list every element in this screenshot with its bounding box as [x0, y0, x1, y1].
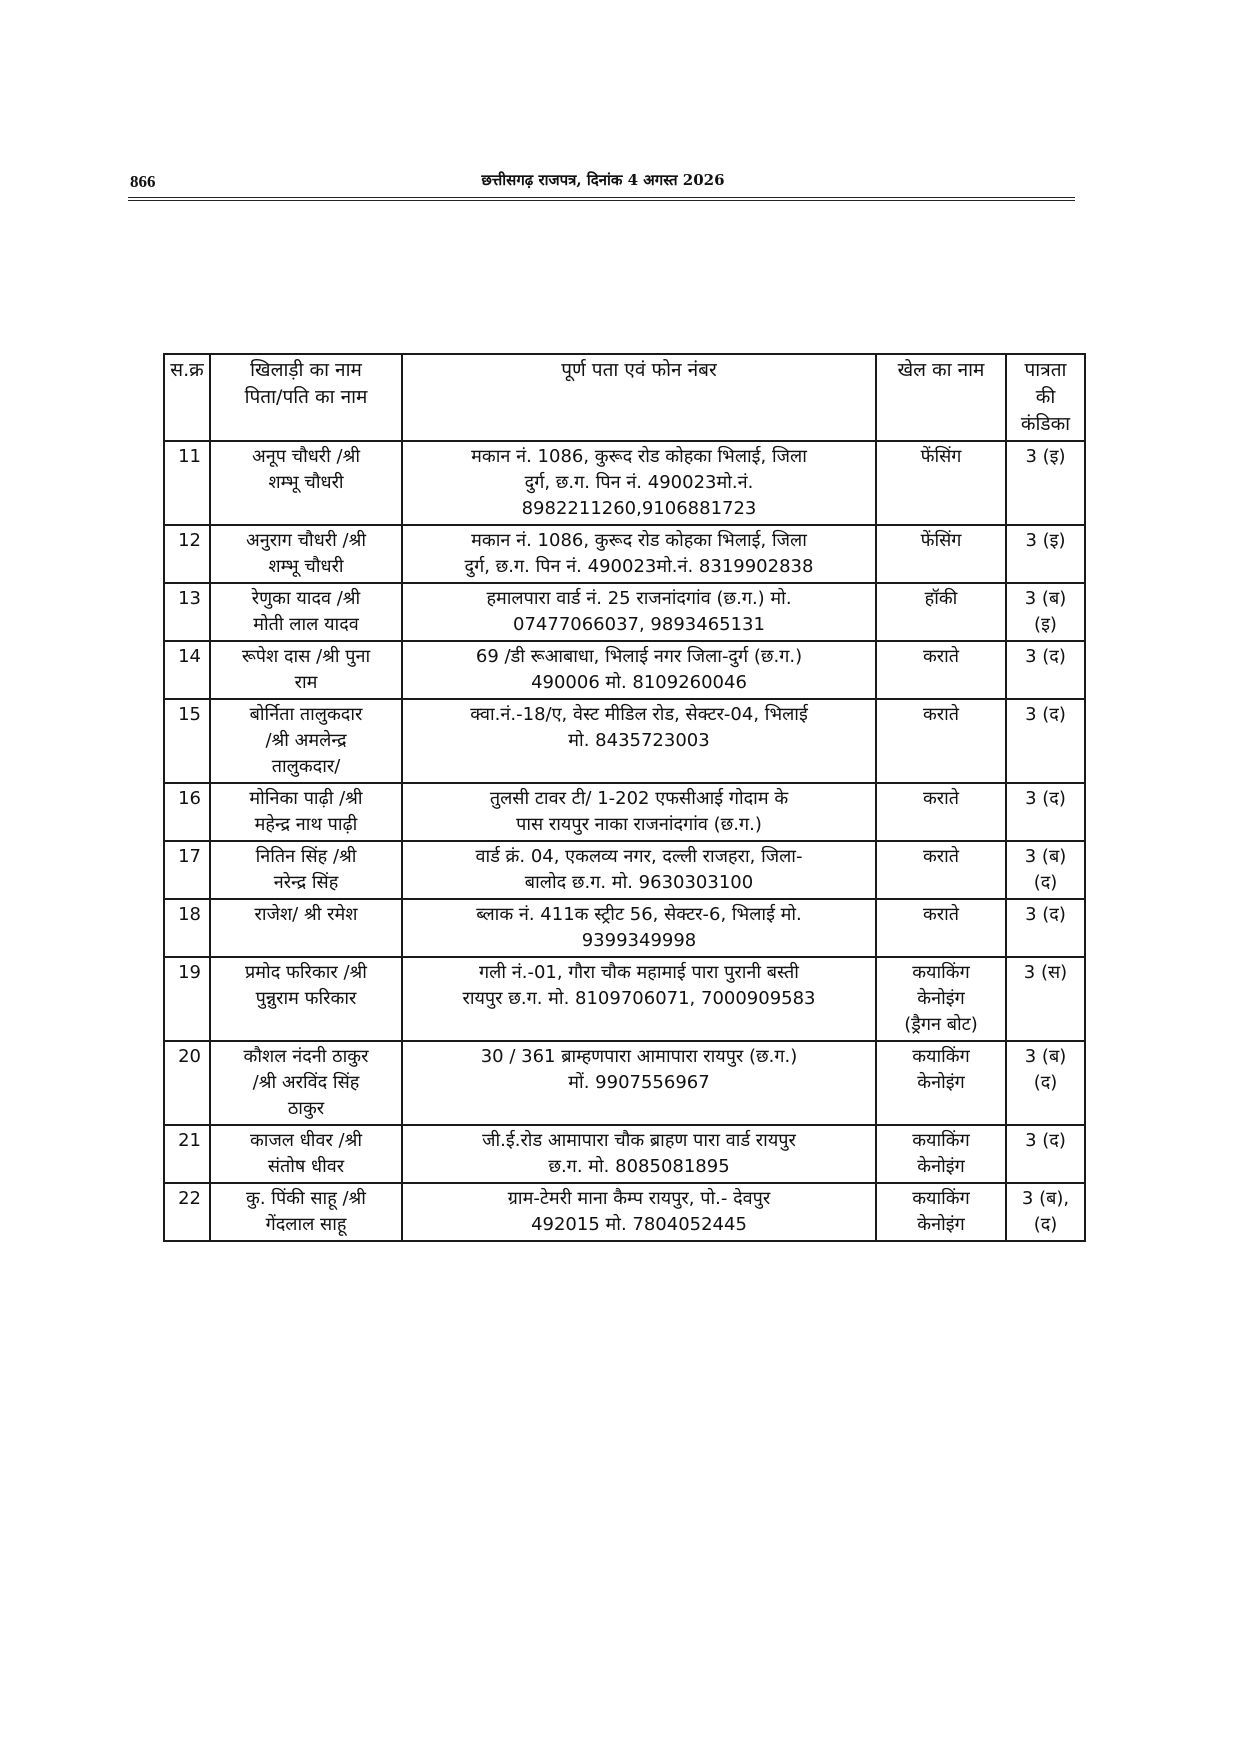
player-name-cell	[210, 783, 402, 841]
sport-name-line: फेंसिंग	[920, 530, 962, 551]
address-phone-line: बालोद छ.ग. मो. 9630303100	[524, 872, 754, 893]
player-name-line: /श्री अमलेन्द्र	[265, 730, 347, 751]
address-phone-line: मो. 8435723003	[568, 730, 710, 751]
eligibility-clause-cell	[1006, 1041, 1085, 1125]
eligibility-clause-cell	[1006, 1125, 1085, 1183]
player-name-cell	[210, 841, 402, 899]
player-name-line: नरेन्द्र सिंह	[273, 872, 339, 893]
sport-name-line: (ड्रैगन बोट)	[904, 1014, 978, 1035]
eligibility-clause-line: (द)	[1033, 872, 1058, 893]
eligibility-clause-line: 3 (द)	[1025, 646, 1066, 667]
player-name-line: प्रमोद फरिकार /श्री	[245, 962, 367, 983]
eligibility-clause-cell	[1006, 525, 1085, 583]
serial-number-cell: 17	[164, 841, 210, 899]
table-row	[164, 957, 1085, 1041]
address-phone-line: 490006 मो. 8109260046	[531, 672, 747, 693]
address-phone-cell	[402, 583, 876, 641]
eligibility-clause-line: (द)	[1033, 1214, 1058, 1235]
eligibility-clause-line: 3 (इ)	[1025, 446, 1066, 467]
table-row	[164, 899, 1085, 957]
eligibility-clause-line: 3 (ब)	[1024, 588, 1067, 609]
eligibility-clause-line: 3 (ब),	[1021, 1188, 1070, 1209]
sport-name-cell	[876, 957, 1006, 1041]
serial-number-cell: 19	[164, 957, 210, 1041]
table-row	[164, 783, 1085, 841]
eligibility-clause-line: (द)	[1033, 1072, 1058, 1093]
address-phone-line: ब्लाक नं. 411क स्ट्रीट 56, सेक्टर-6, भिलाई मो.	[476, 904, 802, 925]
player-name-line: महेन्द्र नाथ पाढ़ी	[254, 814, 358, 835]
header-text: की	[1035, 386, 1056, 408]
serial-number-cell: 11	[164, 441, 210, 525]
player-name-line: गेंदलाल साहू	[265, 1214, 347, 1235]
serial-number-cell: 20	[164, 1041, 210, 1125]
table-row	[164, 1125, 1085, 1183]
header-text: स.क्र	[170, 359, 204, 381]
address-phone-line: 30 / 361 ब्राम्हणपारा आमापारा रायपुर (छ.ग.)	[480, 1046, 798, 1067]
address-phone-line: दुर्ग, छ.ग. पिन नं. 490023मो.नं.	[524, 472, 754, 493]
sport-name-cell	[876, 841, 1006, 899]
sport-name-cell	[876, 899, 1006, 957]
player-name-line: मोती लाल यादव	[253, 614, 359, 635]
header-text: पात्रता	[1024, 359, 1067, 381]
header-rule	[128, 200, 1075, 201]
player-name-cell	[210, 641, 402, 699]
address-phone-cell	[402, 1041, 876, 1125]
player-name-line: अनुराग चौधरी /श्री	[246, 530, 366, 551]
player-name-line: काजल धीवर /श्री	[249, 1130, 363, 1151]
address-phone-line: छ.ग. मो. 8085081895	[548, 1156, 730, 1177]
table-row	[164, 841, 1085, 899]
eligibility-clause-cell	[1006, 641, 1085, 699]
player-name-line: मोनिका पाढ़ी /श्री	[249, 788, 363, 809]
address-phone-cell	[402, 841, 876, 899]
player-name-line: शम्भू चौधरी	[268, 556, 344, 577]
address-phone-line: रायपुर छ.ग. मो. 8109706071, 7000909583	[462, 988, 816, 1009]
serial-number-cell: 18	[164, 899, 210, 957]
sport-name-cell	[876, 441, 1006, 525]
sport-name-line: केनोइंग	[917, 1214, 965, 1235]
table-row	[164, 441, 1085, 525]
sport-name-line: कराते	[922, 646, 960, 667]
sport-name-line: कराते	[922, 904, 960, 925]
page-header	[128, 170, 1078, 194]
sport-name-cell	[876, 641, 1006, 699]
sport-name-line: कयाकिंग	[912, 1130, 970, 1151]
serial-number-cell: 13	[164, 583, 210, 641]
sport-name-line: केनोइंग	[917, 1156, 965, 1177]
player-name-cell	[210, 525, 402, 583]
serial-number-cell: 15	[164, 699, 210, 783]
page-number: 866	[130, 172, 156, 191]
eligibility-clause-line: (इ)	[1034, 614, 1057, 635]
eligibility-clause-cell	[1006, 783, 1085, 841]
player-name-cell	[210, 1041, 402, 1125]
table-row	[164, 583, 1085, 641]
serial-number-cell: 22	[164, 1183, 210, 1241]
table-head	[164, 354, 1085, 441]
player-name-line: नितिन सिंह /श्री	[255, 846, 357, 867]
eligibility-clause-line: 3 (द)	[1025, 1130, 1066, 1151]
address-phone-cell	[402, 525, 876, 583]
address-phone-cell	[402, 641, 876, 699]
eligibility-clause-cell	[1006, 899, 1085, 957]
address-phone-line: हमालपारा वार्ड नं. 25 राजनांदगांव (छ.ग.) मो.	[486, 588, 792, 609]
sport-name-line: कराते	[922, 788, 960, 809]
serial-number-cell: 12	[164, 525, 210, 583]
address-phone-line: 9399349998	[581, 930, 697, 951]
eligibility-clause-cell	[1006, 583, 1085, 641]
sport-name-cell	[876, 1183, 1006, 1241]
header-text: पूर्ण पता एवं फोन नंबर	[561, 359, 717, 381]
sport-name-line: हॉकी	[924, 588, 958, 609]
sport-name-line: कयाकिंग	[912, 1188, 970, 1209]
sport-name-line: केनोइंग	[917, 988, 965, 1009]
sport-name-cell	[876, 1125, 1006, 1183]
player-name-cell	[210, 899, 402, 957]
table-row	[164, 1041, 1085, 1125]
header-cell-serial	[164, 354, 210, 441]
address-phone-line: गली नं.-01, गौरा चौक महामाई पारा पुरानी बस्ती	[479, 962, 799, 983]
sport-name-cell	[876, 1041, 1006, 1125]
header-text: खिलाड़ी का नाम	[250, 359, 362, 381]
player-name-line: /श्री अरविंद सिंह	[252, 1072, 360, 1093]
player-name-line: रूपेश दास /श्री पुना	[241, 646, 371, 667]
table-row	[164, 525, 1085, 583]
address-phone-cell	[402, 441, 876, 525]
header-row	[164, 354, 1085, 441]
sport-name-cell	[876, 783, 1006, 841]
eligibility-clause-cell	[1006, 1183, 1085, 1241]
address-phone-line: जी.ई.रोड आमापारा चौक ब्राहण पारा वार्ड रायपुर	[482, 1130, 796, 1151]
player-name-cell	[210, 1183, 402, 1241]
sport-name-line: कराते	[922, 704, 960, 725]
sport-name-line: कराते	[922, 846, 960, 867]
address-phone-cell	[402, 1183, 876, 1241]
address-phone-cell	[402, 699, 876, 783]
address-phone-line: ग्राम-टेमरी माना कैम्प रायपुर, पो.- देवपुर	[507, 1188, 771, 1209]
address-phone-line: मों. 9907556967	[568, 1072, 710, 1093]
header-text: खेल का नाम	[897, 359, 985, 381]
player-name-line: संतोष धीवर	[267, 1156, 345, 1177]
player-name-line: रेणुका यादव /श्री	[251, 588, 361, 609]
header-rule	[128, 197, 1075, 198]
sport-name-line: केनोइंग	[917, 1072, 965, 1093]
address-phone-line: मकान नं. 1086, कुरूद रोड कोहका भिलाई, जिला	[471, 446, 807, 467]
eligibility-clause-line: 3 (द)	[1025, 788, 1066, 809]
player-name-line: कु. पिंकी साहू /श्री	[246, 1188, 366, 1209]
header-cell-player-name	[210, 354, 402, 441]
header-cell-eligibility	[1006, 354, 1085, 441]
address-phone-line: पास रायपुर नाका राजनांदगांव (छ.ग.)	[516, 814, 762, 835]
player-name-line: शम्भू चौधरी	[268, 472, 344, 493]
table-body	[164, 441, 1085, 1241]
header-cell-sport	[876, 354, 1006, 441]
serial-number-cell: 21	[164, 1125, 210, 1183]
address-phone-line: तुलसी टावर टी/ 1-202 एफसीआई गोदाम के	[489, 788, 789, 809]
eligibility-clause-line: 3 (द)	[1025, 904, 1066, 925]
address-phone-cell	[402, 957, 876, 1041]
sport-name-cell	[876, 699, 1006, 783]
eligibility-clause-line: 3 (स)	[1023, 962, 1068, 983]
sport-name-line: कयाकिंग	[912, 962, 970, 983]
address-phone-line: मकान नं. 1086, कुरूद रोड कोहका भिलाई, जिला	[471, 530, 807, 551]
serial-number-cell: 14	[164, 641, 210, 699]
address-phone-cell	[402, 899, 876, 957]
eligibility-clause-cell	[1006, 841, 1085, 899]
address-phone-line: 8982211260,9106881723	[521, 498, 757, 519]
sport-name-line: फेंसिंग	[920, 446, 962, 467]
address-phone-line: 492015 मो. 7804052445	[531, 1214, 747, 1235]
eligibility-clause-line: 3 (इ)	[1025, 530, 1066, 551]
address-phone-cell	[402, 1125, 876, 1183]
player-name-cell	[210, 699, 402, 783]
eligibility-clause-line: 3 (ब)	[1024, 1046, 1067, 1067]
table-row	[164, 699, 1085, 783]
players-table	[163, 353, 1086, 1242]
address-phone-line: 07477066037, 9893465131	[513, 614, 765, 635]
player-name-cell	[210, 441, 402, 525]
eligibility-clause-line: 3 (द)	[1025, 704, 1066, 725]
player-name-line: अनूप चौधरी /श्री	[251, 446, 361, 467]
sport-name-line: कयाकिंग	[912, 1046, 970, 1067]
serial-number-cell: 16	[164, 783, 210, 841]
sport-name-cell	[876, 525, 1006, 583]
address-phone-line: वार्ड क्रं. 04, एकलव्य नगर, दल्ली राजहरा, जिला-	[475, 846, 803, 867]
player-name-line: तालुकदार/	[271, 756, 341, 777]
player-name-line: राजेश/ श्री रमेश	[254, 904, 358, 925]
player-name-line: ठाकुर	[287, 1098, 325, 1119]
player-name-line: पुन्नुराम फरिकार	[255, 988, 357, 1009]
eligibility-clause-cell	[1006, 957, 1085, 1041]
address-phone-cell	[402, 783, 876, 841]
table-row	[164, 641, 1085, 699]
player-name-line: राम	[294, 672, 318, 693]
player-name-line: बोर्निता तालुकदार	[249, 704, 363, 725]
player-name-line: कौशल नंदनी ठाकुर	[243, 1046, 369, 1067]
eligibility-clause-cell	[1006, 699, 1085, 783]
player-name-cell	[210, 957, 402, 1041]
eligibility-clause-cell	[1006, 441, 1085, 525]
table-row	[164, 1183, 1085, 1241]
sport-name-cell	[876, 583, 1006, 641]
gazette-title: छत्तीसगढ़ राजपत्र, दिनांक 4 अगस्त 2026	[481, 171, 725, 189]
player-name-cell	[210, 1125, 402, 1183]
header-cell-address	[402, 354, 876, 441]
player-name-cell	[210, 583, 402, 641]
address-phone-line: क्वा.नं.-18/ए, वेस्ट मीडिल रोड, सेक्टर-04, भिलाई	[470, 704, 808, 725]
eligibility-clause-line: 3 (ब)	[1024, 846, 1067, 867]
header-text: पिता/पति का नाम	[244, 386, 368, 408]
header-text: कंडिका	[1020, 413, 1071, 435]
address-phone-line: 69 /डी रूआबाधा, भिलाई नगर जिला-दुर्ग (छ.ग.)	[475, 646, 803, 667]
address-phone-line: दुर्ग, छ.ग. पिन नं. 490023मो.नं. 8319902838	[464, 556, 814, 577]
